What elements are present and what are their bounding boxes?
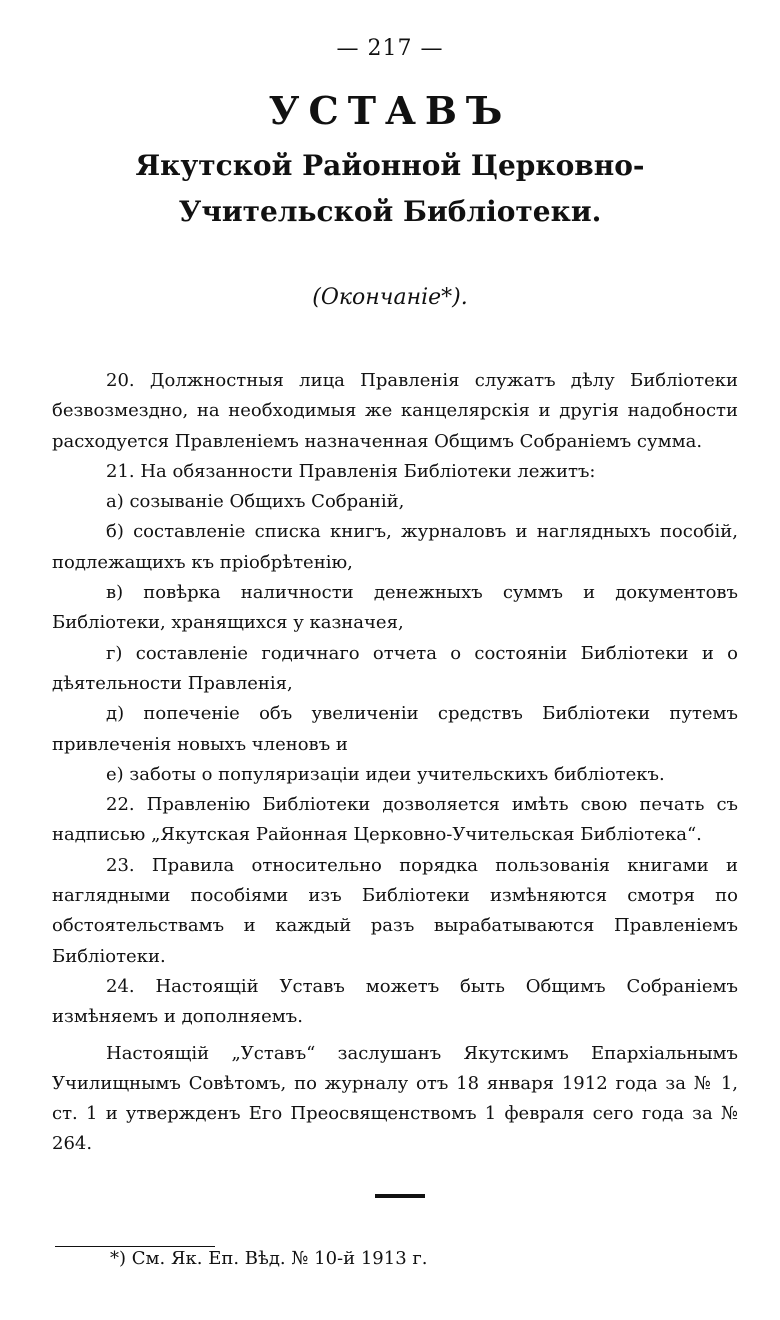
list-item-a: а) созываніе Общихъ Собраній, — [106, 491, 405, 513]
paragraph-21: 21. На обязанности Правленія Библіотеки лежитъ: — [106, 460, 596, 482]
section-divider — [375, 1194, 425, 1198]
document-subtitle: Якутской Районной Церковно-Учительской Библіотеки. — [135, 149, 645, 228]
list-item-b: б) составленіе списка книгъ, журналовъ и наглядныхъ пособій, подлежащихъ къ пріобрѣтенію, — [52, 521, 738, 573]
paragraph-20: 20. Должностныя лица Правленія служатъ дѣлу Библіотеки безвозмездно, на необходимыя же канцелярскія и другія надобности расходуется Правленіемъ назначенная Общимъ Собраніемъ сумма. — [52, 370, 738, 452]
document-title: УСТАВЪ — [268, 88, 512, 133]
list-item-v: в) повѣрка наличности денежныхъ суммъ и документовъ Библіотеки, хранящихся у казначея, — [52, 582, 738, 634]
paragraph-23: 23. Правила относительно порядка пользованія книгами и наглядными пособіями изъ Библіотеки измѣняются смотря по обстоятельствамъ и каждый разъ вырабатываются Правленіемъ Библіотеки. — [52, 854, 738, 967]
list-item-e: е) заботы о популяризаціи идеи учительскихъ библіотекъ. — [106, 763, 665, 785]
list-item-g: г) составленіе годичнаго отчета о состояніи Библіотеки и о дѣятельности Правленія, — [52, 642, 738, 694]
paragraph-22: 22. Правленію Библіотеки дозволяется имѣть свою печать съ надписью „Якутская Районная Церковно-Учительская Библіотека“. — [52, 794, 738, 846]
page-number: — 217 — — [336, 36, 444, 61]
list-item-d: д) попеченіе объ увеличеніи средствъ Библіотеки путемъ привлеченія новыхъ членовъ и — [52, 703, 738, 755]
footnote-rule — [55, 1246, 215, 1247]
approval-paragraph: Настоящій „Уставъ“ заслушанъ Якутскимъ Епархіальнымъ Училищнымъ Совѣтомъ, по журналу отъ 18 января 1912 года за № 1, ст. 1 и утвержденъ Его Преосвященствомъ 1 февраля сего года за № 264. — [52, 1042, 738, 1155]
body-text — [52, 366, 738, 1160]
paragraph-24: 24. Настоящій Уставъ можетъ быть Общимъ Собраніемъ измѣняемъ и дополняемъ. — [52, 975, 738, 1028]
footnote: *) См. Як. Еп. Вѣд. № 10-й 1913 г. — [110, 1248, 428, 1269]
continuation-note: (Окончаніе*). — [312, 285, 468, 310]
